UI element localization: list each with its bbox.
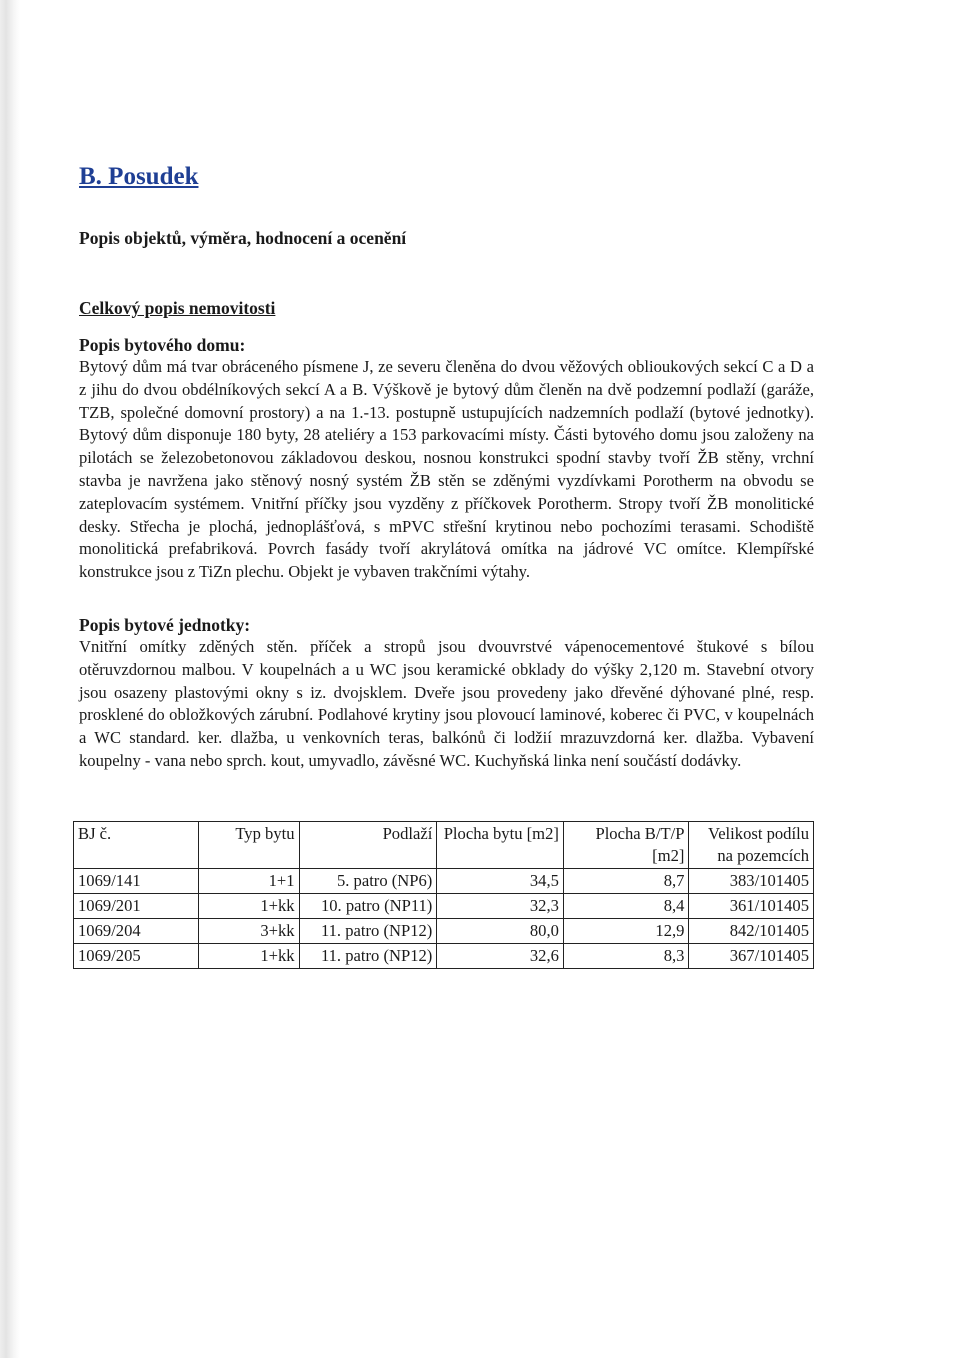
table-row bbox=[74, 893, 814, 918]
cell-land-share: 367/101405 bbox=[689, 943, 814, 968]
cell-area: 32,6 bbox=[437, 943, 564, 968]
cell-floor: 11. patro (NP12) bbox=[299, 918, 437, 943]
header-land-share: Velikost podílu na pozemcích bbox=[689, 821, 814, 868]
cell-floor: 11. patro (NP12) bbox=[299, 943, 437, 968]
building-description-text: Bytový dům má tvar obráceného písmene J, ze severu členěna do dvou věžových oblioukových sekcí C a D a z jihu do dvou obdélníkových sekcí A a B. Výškově je bytový dům členěn na dvě podzemní podlaží (garáže, TZB, společné domovní prostory) a na 1.-13. postupně ustupujících nadzemních podlaží (bytové jednotky). Bytový dům disponuje 180 byty, 28 ateliéry a 153 parkovacími místy. Části bytového domu jsou založeny na pilotách se železobetonovou základovou deskou, nosnou konstrukci spodní stavby tvoří ŽB stěny, vrchní stavba je navržena jako stěnový nosný systém ŽB stěn se zděnými vyzdívkami Porotherm na obvodu se zateplovacím systémem. Vnitřní příčky jsou vyzděny z příčkovek Porotherm. Stropy tvoří ŽB monolitické desky. Střecha je plochá, jednoplášťová, s mPVC střešní krytinou nebo pochozími terasami. Schodiště monolitická prefabriková. Povrch fasády tvoří akrylátová omítka na jádrové VC omítce. Klempířské konstrukce jsou z TiZn plechu. Objekt je vybaven trakčními výtahy. bbox=[79, 357, 814, 582]
header-type: Typ bytu bbox=[198, 821, 299, 868]
unit-description-text: Vnitřní omítky zděných stěn. příček a stropů jsou dvouvrstvé vápenocementové štukové s bílou otěruvzdornou malbou. V koupelnách a u WC jsou keramické obklady do výšky 2,120 m. Stavební otvory jsou osazeny plastovými okny s iz. dvojsklem. Dveře jsou provedeny jako dřevěné dýhované plné, resp. prosklené do obložkových zárubní. Podlahové krytiny jsou plovoucí laminové, koberec či PVC, v koupelnách a WC standard. ker. dlažba, u venkovních teras, balkónů či lodžií mrazuvzdorná ker. dlažba. Vybavení koupelny - vana nebo sprch. kout, umyvadlo, závěsné WC. Kuchyňská linka není součástí dodávky. bbox=[79, 636, 814, 770]
header-floor: Podlaží bbox=[299, 821, 437, 868]
cell-type: 3+kk bbox=[198, 918, 299, 943]
cell-area: 80,0 bbox=[437, 918, 564, 943]
spacer bbox=[79, 773, 814, 821]
cell-btp-area: 8,7 bbox=[563, 868, 689, 893]
cell-land-share: 361/101405 bbox=[689, 893, 814, 918]
header-btp-area: Plocha B/T/P [m2] bbox=[563, 821, 689, 868]
table-header-row bbox=[74, 821, 814, 868]
property-description-heading: Celkový popis nemovitosti bbox=[79, 298, 276, 318]
cell-btp-area: 8,4 bbox=[563, 893, 689, 918]
units-table bbox=[73, 821, 814, 969]
table-row bbox=[74, 868, 814, 893]
document-page bbox=[79, 160, 814, 969]
building-description-heading: Popis bytového domu: bbox=[79, 335, 246, 355]
cell-bj: 1069/141 bbox=[74, 868, 199, 893]
cell-floor: 5. patro (NP6) bbox=[299, 868, 437, 893]
table-row bbox=[74, 943, 814, 968]
cell-area: 32,3 bbox=[437, 893, 564, 918]
spacer bbox=[79, 584, 814, 614]
cell-btp-area: 12,9 bbox=[563, 918, 689, 943]
cell-bj: 1069/205 bbox=[74, 943, 199, 968]
section-subtitle: Popis objektů, výměra, hodnocení a ocenění bbox=[79, 228, 407, 248]
cell-btp-area: 8,3 bbox=[563, 943, 689, 968]
table-row bbox=[74, 918, 814, 943]
cell-floor: 10. patro (NP11) bbox=[299, 893, 437, 918]
cell-type: 1+kk bbox=[198, 893, 299, 918]
unit-description-heading: Popis bytové jednotky: bbox=[79, 614, 251, 635]
cell-type: 1+kk bbox=[198, 943, 299, 968]
cell-bj: 1069/201 bbox=[74, 893, 199, 918]
scan-edge-shadow bbox=[0, 0, 20, 1358]
cell-type: 1+1 bbox=[198, 868, 299, 893]
header-bj: BJ č. bbox=[74, 821, 199, 868]
section-title: B. Posudek bbox=[79, 163, 199, 190]
cell-bj: 1069/204 bbox=[74, 918, 199, 943]
cell-land-share: 383/101405 bbox=[689, 868, 814, 893]
header-area: Plocha bytu [m2] bbox=[437, 821, 564, 868]
cell-land-share: 842/101405 bbox=[689, 918, 814, 943]
cell-area: 34,5 bbox=[437, 868, 564, 893]
